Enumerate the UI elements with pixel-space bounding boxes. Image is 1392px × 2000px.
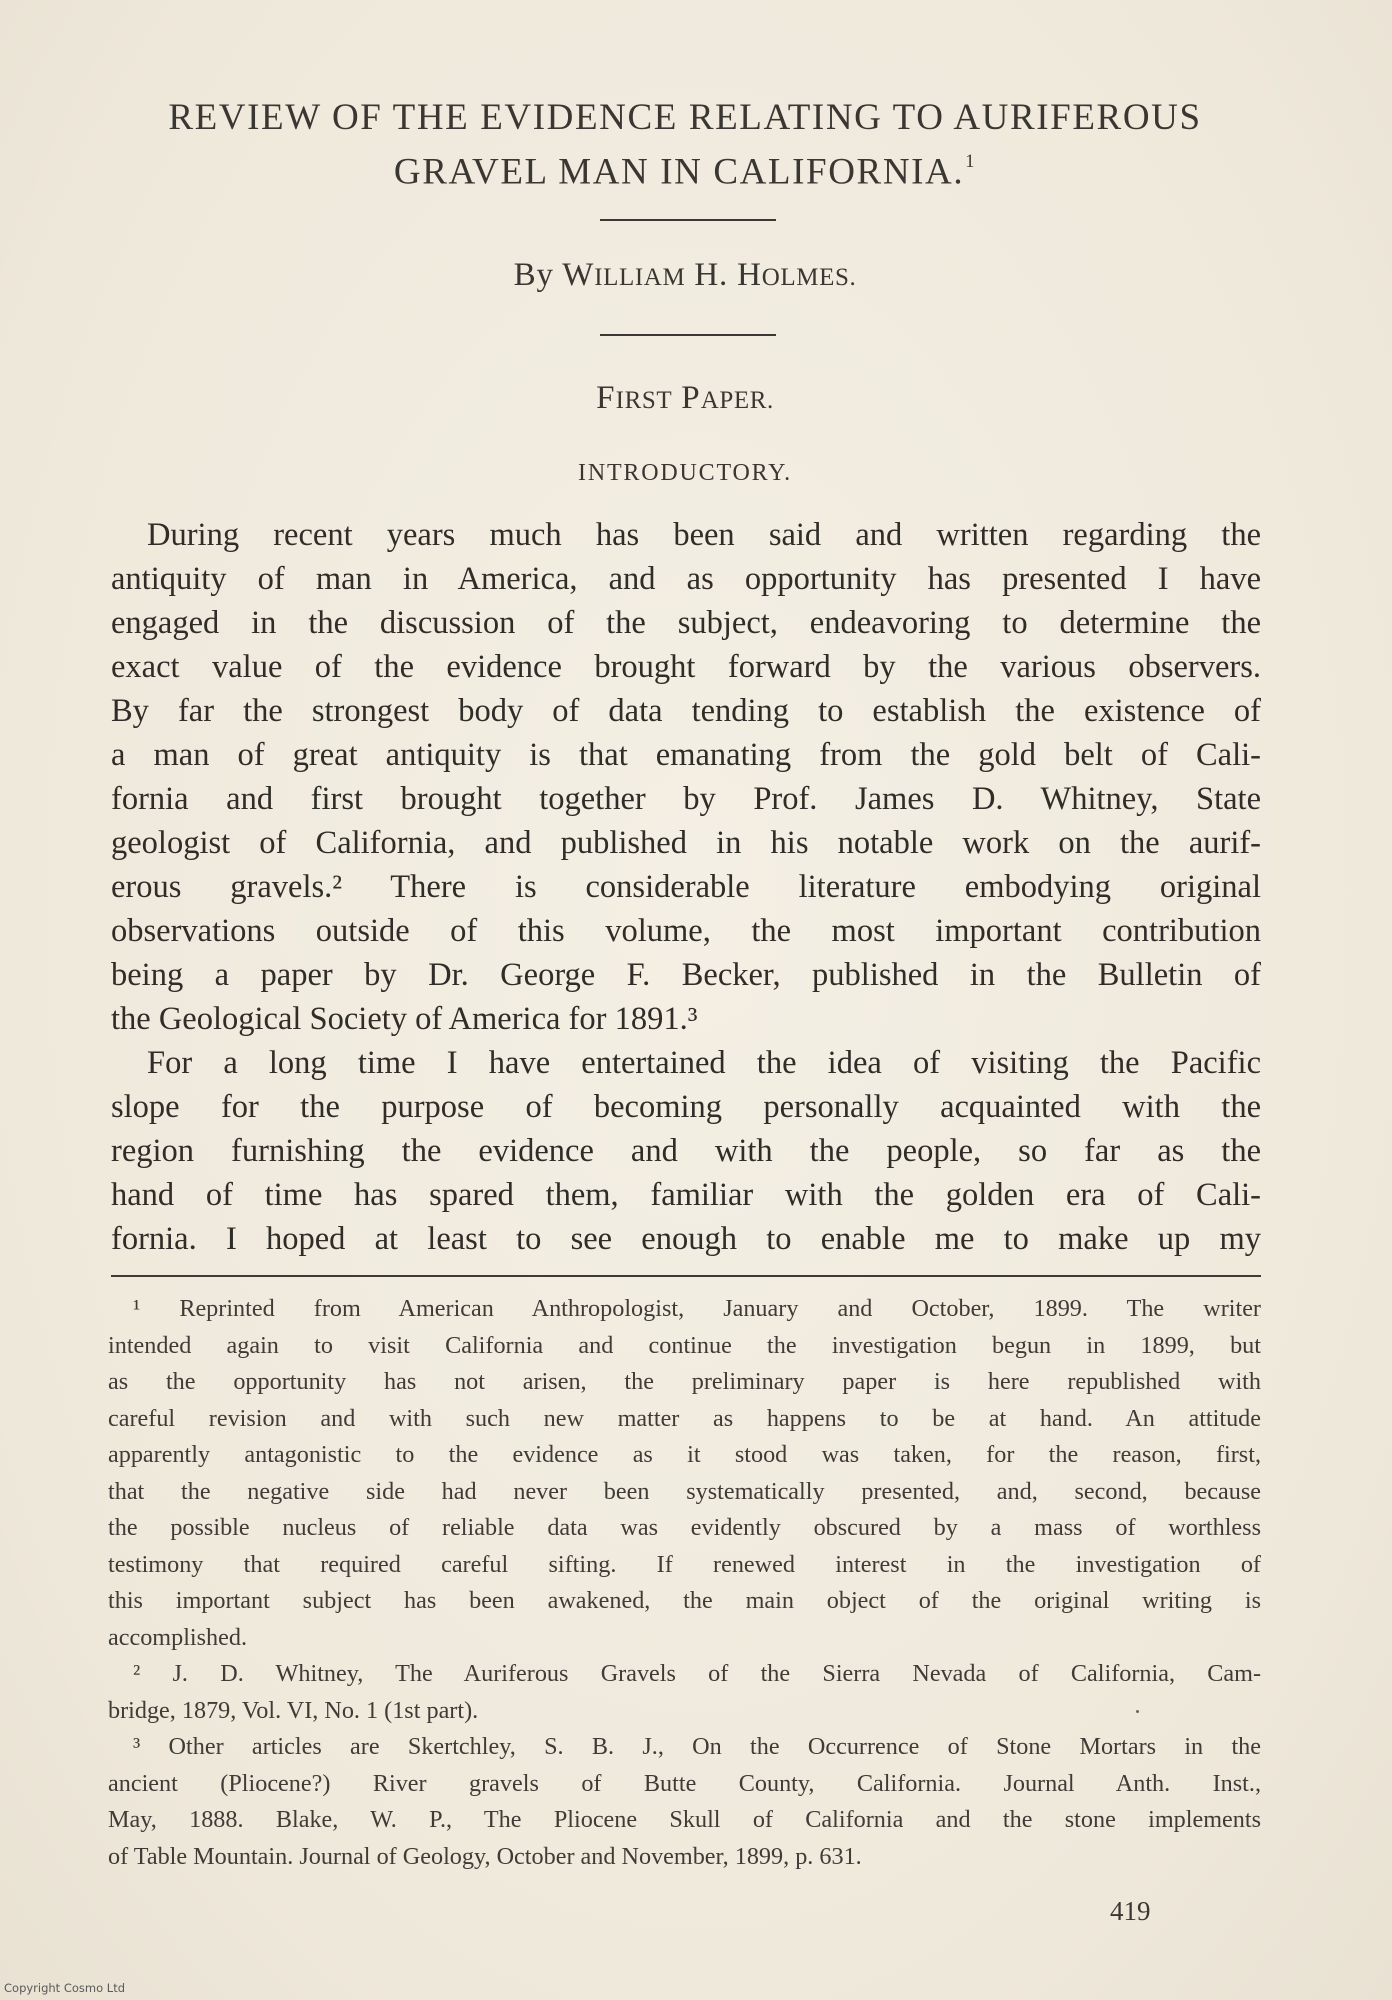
body-line: observations outside of this volume, the most important contribution xyxy=(111,913,1261,949)
paper-first-rest: IRST xyxy=(615,387,673,414)
body-line: fornia. I hoped at least to see enough to enable me to make up my xyxy=(111,1221,1261,1257)
paper-first-initial: F xyxy=(596,380,616,416)
stray-mark xyxy=(1136,1710,1139,1713)
body-line: hand of time has spared them, familiar with the golden era of Cali- xyxy=(111,1177,1261,1213)
body-line: erous gravels.² There is considerable literature embodying original xyxy=(111,869,1261,905)
body-line: being a paper by Dr. George F. Becker, published in the Bulletin of xyxy=(111,957,1261,993)
author-last-rest: OLMES. xyxy=(761,264,857,291)
body-line: antiquity of man in America, and as opportunity has presented I have xyxy=(111,561,1261,597)
paper-second-rest: APER. xyxy=(700,387,774,414)
body-line: For a long time I have entertained the idea of visiting the Pacific xyxy=(147,1045,1261,1081)
footnote-line: May, 1888. Blake, W. P., The Pliocene Skull of California and the stone implements xyxy=(108,1806,1261,1833)
author-middle-initial: H. xyxy=(694,257,729,293)
body-line: fornia and first brought together by Prof. James D. Whitney, State xyxy=(111,781,1261,817)
author-last-initial: H xyxy=(737,257,762,293)
byline-prefix: By xyxy=(513,257,554,293)
footnote-line: bridge, 1879, Vol. VI, No. 1 (1st part). xyxy=(108,1697,479,1724)
author-byline xyxy=(100,255,1270,298)
author-first-rest: ILLIAM xyxy=(594,264,686,291)
paper-part-heading xyxy=(100,379,1270,420)
article-title-line-2-text: GRAVEL MAN IN CALIFORNIA. xyxy=(393,151,965,193)
footnote-line: the possible nucleus of reliable data was evidently obscured by a mass of worthless xyxy=(108,1514,1261,1541)
body-line: slope for the purpose of becoming personally acquainted with the xyxy=(111,1089,1261,1125)
footnote-line: ³ Other articles are Skertchley, S. B. J., On the Occurrence of Stone Mortars in the xyxy=(133,1733,1261,1760)
footnote-line: accomplished. xyxy=(108,1624,248,1651)
article-title-line-1: REVIEW OF THE EVIDENCE RELATING TO AURIFEROUS xyxy=(168,97,1202,138)
body-line: During recent years much has been said and written regarding the xyxy=(147,517,1261,553)
footnote-line: ancient (Pliocene?) River gravels of Butte County, California. Journal Anth. Inst., xyxy=(108,1770,1261,1797)
footnote-line: that the negative side had never been systematically presented, and, second, because xyxy=(108,1478,1261,1505)
footnote-line: apparently antagonistic to the evidence as it stood was taken, for the reason, first, xyxy=(108,1441,1261,1468)
footnote-line: careful revision and with such new matter as happens to be at hand. An attitude xyxy=(108,1405,1261,1432)
body-line: engaged in the discussion of the subject, endeavoring to determine the xyxy=(111,605,1261,641)
body-line: geologist of California, and published in his notable work on the aurif- xyxy=(111,825,1261,861)
page-number: 419 xyxy=(1110,1896,1151,1926)
body-line: the Geological Society of America for 1891.³ xyxy=(111,1001,698,1037)
footnote-line: intended again to visit California and continue the investigation begun in 1899, but xyxy=(108,1332,1261,1359)
footnote-line: testimony that required careful sifting. If renewed interest in the investigation of xyxy=(108,1551,1261,1578)
body-line: exact value of the evidence brought forward by the various observers. xyxy=(111,649,1261,685)
paper-second-initial: P xyxy=(681,380,701,416)
section-heading: INTRODUCTORY. xyxy=(578,460,792,486)
article-title-line-2 xyxy=(100,140,1270,195)
footnote-divider xyxy=(111,1275,1261,1277)
author-first-initial: W xyxy=(562,257,595,293)
footnote-line: this important subject has been awakened, the main object of the original writing is xyxy=(108,1587,1261,1614)
body-line: region furnishing the evidence and with the people, so far as the xyxy=(111,1133,1261,1169)
title-divider xyxy=(600,219,776,221)
footnote-line: of Table Mountain. Journal of Geology, October and November, 1899, p. 631. xyxy=(108,1843,862,1870)
footnote-line: as the opportunity has not arisen, the preliminary paper is here republished with xyxy=(108,1368,1261,1395)
title-footnote-marker: 1 xyxy=(965,152,977,172)
footnote-line: ² J. D. Whitney, The Auriferous Gravels of the Sierra Nevada of California, Cam- xyxy=(133,1660,1261,1687)
copyright-watermark: Copyright Cosmo Ltd xyxy=(4,1981,126,1995)
byline-divider xyxy=(600,334,776,336)
body-line: By far the strongest body of data tending to establish the existence of xyxy=(111,693,1261,729)
body-line: a man of great antiquity is that emanating from the gold belt of Cali- xyxy=(111,737,1261,773)
footnote-line: ¹ Reprinted from American Anthropologist, January and October, 1899. The writer xyxy=(133,1295,1261,1322)
